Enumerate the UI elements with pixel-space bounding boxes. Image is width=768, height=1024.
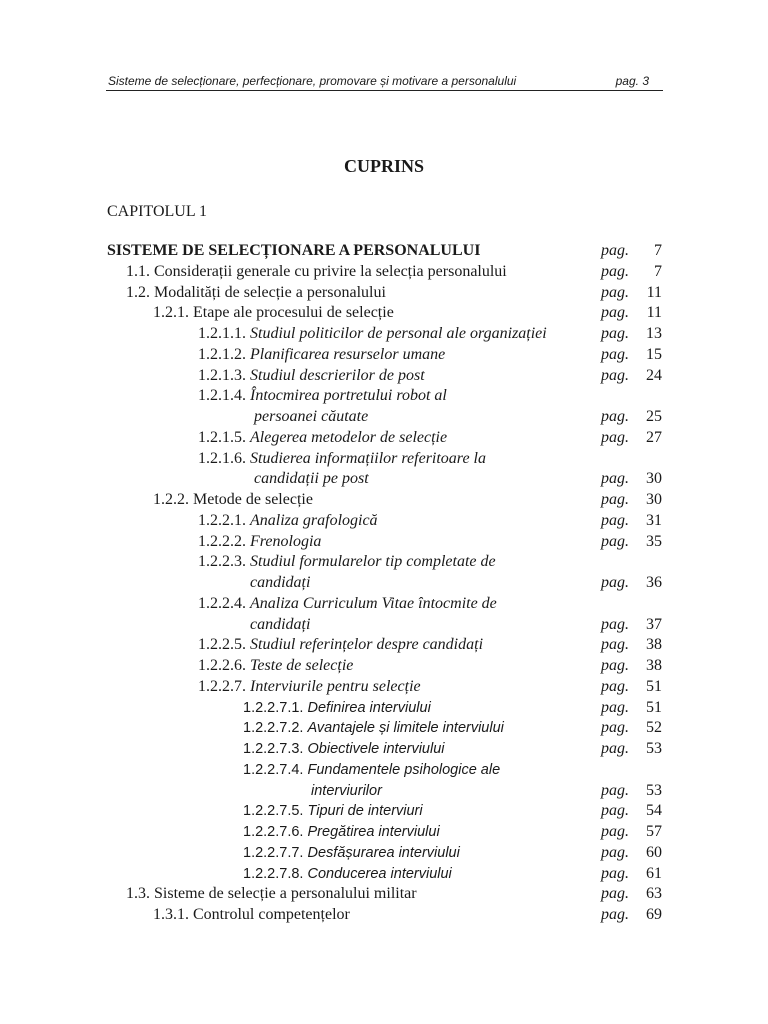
toc-entry-pag-label: pag.	[601, 843, 629, 861]
toc-entry-page-number: 63	[646, 885, 662, 903]
toc-entry-page-number: 27	[646, 428, 662, 446]
toc-entry	[0, 407, 768, 428]
toc-entry-number: 1.1.	[126, 262, 150, 280]
toc-entry-pag-label: pag.	[601, 366, 629, 384]
toc-entry-page-number: 7	[654, 262, 662, 280]
toc-entry-text	[153, 303, 394, 324]
toc-entry-text	[254, 469, 369, 490]
toc-entry	[0, 594, 768, 615]
toc-entry-pag-label: pag.	[601, 262, 629, 280]
toc-entry	[0, 241, 768, 262]
toc-entry-title: Studiul referințelor despre candidați	[250, 636, 484, 654]
toc-entry-page-number: 60	[646, 843, 662, 861]
toc-entry-number: 1.2.2.	[153, 491, 189, 508]
running-header-page-number: pag. 3	[615, 74, 649, 88]
toc-entry-title: Frenologia	[250, 532, 322, 550]
toc-entry	[0, 718, 768, 739]
toc-entry-number: 1.2.2.7.4.	[243, 761, 304, 778]
toc-entry-pag-label: pag.	[601, 615, 629, 633]
toc-entry-text	[126, 262, 507, 283]
toc-entry-text	[198, 428, 447, 449]
toc-entry-title: Conducerea interviului	[307, 865, 452, 882]
toc-entry-page-number: 36	[646, 574, 662, 591]
toc-entry-text	[243, 718, 504, 739]
toc-entry-pag-label: pag.	[601, 325, 629, 342]
toc-entry-pag-label: pag.	[601, 698, 629, 716]
toc-entry-number: 1.2.1.	[153, 304, 189, 322]
toc-entry-pag-label: pag.	[601, 740, 629, 757]
table-of-contents	[0, 241, 768, 926]
toc-entry-pag-label: pag.	[601, 491, 629, 508]
toc-entry-number: 1.2.2.5.	[198, 636, 246, 654]
toc-entry-title: Studiul formularelor tip completate de	[250, 553, 496, 571]
toc-entry-title: Fundamentele psihologice ale	[307, 761, 501, 778]
toc-entry-title: Tipuri de interviuri	[307, 803, 423, 820]
toc-entry-number: 1.2.2.1.	[198, 511, 246, 529]
toc-entry	[0, 469, 768, 490]
toc-entry	[0, 573, 768, 594]
toc-entry-title: Studiul politicilor de personal ale organizației	[250, 325, 547, 342]
toc-entry-title: Studiul descrierilor de post	[250, 366, 425, 384]
toc-entry-pag-label: pag.	[601, 532, 629, 550]
toc-entry-page-number: 35	[646, 532, 662, 550]
toc-entry-page-number: 52	[646, 719, 662, 737]
toc-entry-title: Întocmirea portretului robot al	[250, 387, 447, 405]
toc-entry-pag-label: pag.	[601, 636, 629, 654]
toc-entry	[0, 864, 768, 885]
toc-entry-number: 1.2.1.1.	[198, 325, 246, 342]
toc-entry-pag-label: pag.	[601, 864, 629, 882]
toc-entry-page-number: 31	[646, 511, 662, 529]
toc-entry-page-number: 38	[646, 636, 662, 654]
toc-entry-text	[254, 407, 368, 428]
toc-entry	[0, 801, 768, 822]
toc-entry-number: 1.3.	[126, 885, 150, 903]
toc-entry-text	[198, 324, 547, 345]
toc-entry	[0, 822, 768, 843]
toc-entry-text	[126, 884, 417, 905]
toc-entry-page-number: 54	[646, 802, 662, 820]
toc-entry-number: 1.2.1.3.	[198, 366, 246, 384]
toc-entry	[0, 490, 768, 511]
toc-entry-number: 1.2.2.4.	[198, 594, 246, 612]
toc-entry-number: 1.2.1.6.	[198, 449, 246, 467]
toc-entry-page-number: 30	[646, 470, 662, 488]
toc-entry-text	[198, 677, 421, 698]
toc-entry-text	[311, 781, 382, 802]
toc-entry-number: 1.2.2.7.8.	[243, 865, 304, 882]
toc-entry-title: Teste de selecție	[250, 657, 354, 674]
toc-entry-title: Planificarea resurselor umane	[250, 345, 446, 363]
toc-entry-text	[198, 594, 497, 615]
toc-entry	[0, 760, 768, 781]
toc-entry-page-number: 38	[646, 657, 662, 674]
toc-entry-pag-label: pag.	[601, 304, 629, 322]
toc-entry-title: Desfășurarea interviului	[307, 844, 460, 861]
toc-entry-pag-label: pag.	[601, 781, 629, 799]
toc-entry	[0, 303, 768, 324]
toc-entry-pag-label: pag.	[601, 408, 629, 425]
toc-entry-text	[153, 905, 350, 926]
toc-entry-text	[107, 241, 480, 262]
toc-entry-title: Analiza Curriculum Vitae întocmite de	[250, 594, 497, 612]
toc-entry-number: 1.2.1.2.	[198, 345, 246, 363]
toc-entry-number: 1.2.2.6.	[198, 657, 246, 674]
toc-entry-number: 1.2.2.7.2.	[243, 720, 304, 737]
toc-entry	[0, 428, 768, 449]
toc-entry-title: interviurilor	[311, 782, 382, 799]
toc-entry-title: Sisteme de selecție a personalului militar	[154, 885, 417, 903]
toc-entry-title: Considerații generale cu privire la selecția personalului	[154, 262, 507, 280]
toc-entry-number: 1.2.1.4.	[198, 387, 246, 405]
toc-entry-title: Metode de selecție	[193, 491, 313, 508]
toc-entry-text	[243, 822, 440, 843]
toc-entry-title: Controlul competențelor	[193, 906, 350, 923]
toc-entry-page-number: 51	[646, 677, 662, 695]
toc-entry-number: 1.2.1.5.	[198, 428, 246, 446]
toc-entry-number: 1.2.2.7.5.	[243, 803, 304, 820]
toc-entry-pag-label: pag.	[601, 511, 629, 529]
toc-entry	[0, 552, 768, 573]
toc-entry-pag-label: pag.	[601, 283, 629, 301]
toc-entry-page-number: 11	[646, 283, 662, 301]
toc-entry-pag-label: pag.	[601, 802, 629, 820]
toc-entry	[0, 449, 768, 470]
toc-entry-pag-label: pag.	[601, 574, 629, 591]
toc-entry-text	[243, 864, 452, 885]
toc-entry	[0, 283, 768, 304]
toc-entry-title: candidați	[250, 615, 311, 633]
toc-entry-number: 1.2.2.7.1.	[243, 699, 304, 716]
toc-entry-number: 1.2.2.3.	[198, 553, 246, 571]
running-header	[106, 72, 663, 91]
toc-entry-text	[198, 552, 496, 573]
toc-entry	[0, 781, 768, 802]
toc-entry-title: Obiectivele interviului	[307, 741, 445, 757]
toc-entry-pag-label: pag.	[601, 345, 629, 363]
toc-entry	[0, 366, 768, 387]
toc-entry-number: 1.2.2.7.7.	[243, 844, 304, 861]
toc-entry-text	[198, 449, 486, 470]
toc-entry-text	[198, 656, 353, 677]
toc-entry	[0, 635, 768, 656]
running-header-title: Sisteme de selecționare, perfecționare, promovare și motivare a personalului	[108, 74, 517, 88]
toc-entry	[0, 884, 768, 905]
toc-entry-title: Modalități de selecție a personalului	[154, 283, 386, 301]
toc-entry-text	[243, 739, 445, 760]
toc-entry-number: 1.2.2.7.6.	[243, 824, 304, 840]
chapter-label: CAPITOLUL 1	[107, 203, 207, 220]
toc-entry	[0, 656, 768, 677]
toc-entry	[0, 345, 768, 366]
toc-entry-text	[243, 843, 460, 864]
toc-entry-pag-label: pag.	[601, 470, 629, 488]
toc-entry-page-number: 11	[646, 304, 662, 322]
toc-entry-text	[243, 698, 431, 719]
toc-entry-title: Interviurile pentru selecție	[250, 677, 421, 695]
page-title: CUPRINS	[343, 156, 424, 176]
toc-entry-page-number: 61	[646, 864, 662, 882]
toc-entry-number: 1.2.2.7.	[198, 677, 246, 695]
toc-entry-text	[250, 615, 310, 636]
toc-entry-text	[198, 366, 425, 387]
toc-entry-page-number: 51	[646, 698, 662, 716]
toc-entry	[0, 698, 768, 719]
toc-entry-number: 1.2.	[126, 283, 150, 301]
toc-entry-title: Pregătirea interviului	[307, 824, 440, 840]
toc-entry-title: SISTEME DE SELECȚIONARE A PERSONALULUI	[107, 242, 481, 259]
toc-entry	[0, 262, 768, 283]
toc-entry-number: 1.2.2.7.3.	[243, 741, 304, 757]
toc-entry-text	[198, 386, 447, 407]
toc-entry-page-number: 13	[646, 325, 662, 342]
toc-entry-pag-label: pag.	[601, 906, 629, 923]
toc-entry-pag-label: pag.	[601, 719, 629, 737]
toc-entry	[0, 386, 768, 407]
toc-entry-title: candidații pe post	[254, 470, 369, 488]
toc-entry-text	[198, 635, 483, 656]
toc-entry-text	[153, 490, 313, 511]
toc-entry-pag-label: pag.	[601, 823, 629, 840]
toc-entry-pag-label: pag.	[601, 428, 629, 446]
toc-entry-pag-label: pag.	[601, 885, 629, 903]
toc-entry-number: 1.3.1.	[153, 906, 189, 923]
toc-entry-text	[126, 283, 386, 304]
toc-entry-page-number: 15	[646, 345, 662, 363]
toc-entry-page-number: 7	[654, 242, 662, 259]
toc-entry-text	[243, 760, 500, 781]
toc-entry-text	[198, 511, 378, 532]
toc-entry-title: Alegerea metodelor de selecție	[250, 428, 448, 446]
toc-entry-pag-label: pag.	[601, 677, 629, 695]
toc-entry-pag-label: pag.	[601, 657, 629, 674]
toc-entry	[0, 905, 768, 926]
toc-entry-page-number: 69	[646, 906, 662, 923]
toc-entry-title: candidați	[250, 574, 311, 591]
toc-entry-page-number: 30	[646, 491, 662, 508]
toc-entry-page-number: 53	[646, 740, 662, 757]
toc-entry-title: Etape ale procesului de selecție	[193, 304, 394, 322]
toc-entry	[0, 511, 768, 532]
toc-entry-title: Avantajele și limitele interviului	[307, 720, 504, 737]
toc-entry-text	[250, 573, 310, 594]
toc-entry	[0, 324, 768, 345]
toc-entry-page-number: 24	[646, 366, 662, 384]
toc-entry	[0, 739, 768, 760]
toc-entry-text	[198, 532, 321, 553]
toc-entry-title: persoanei căutate	[254, 408, 369, 425]
toc-entry-page-number: 25	[646, 408, 662, 425]
toc-entry-pag-label: pag.	[601, 242, 629, 259]
toc-entry	[0, 532, 768, 553]
toc-entry-number: 1.2.2.2.	[198, 532, 246, 550]
toc-entry-text	[243, 801, 423, 822]
toc-entry	[0, 843, 768, 864]
toc-entry-text	[198, 345, 445, 366]
toc-entry-title: Analiza grafologică	[250, 511, 378, 529]
toc-entry-title: Studierea informațiilor referitoare la	[250, 449, 486, 467]
toc-entry-title: Definirea interviului	[307, 699, 431, 716]
toc-entry-page-number: 37	[646, 615, 662, 633]
toc-entry-page-number: 57	[646, 823, 662, 840]
toc-entry	[0, 677, 768, 698]
toc-entry-page-number: 53	[646, 781, 662, 799]
toc-entry	[0, 615, 768, 636]
